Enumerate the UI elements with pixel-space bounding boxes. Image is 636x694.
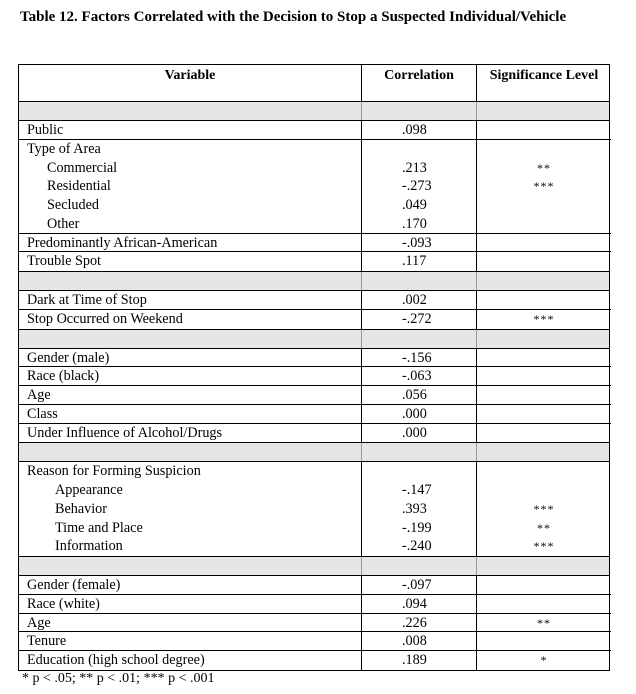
table-row: [19, 519, 609, 538]
table-section: [18, 272, 610, 330]
correlation-cell: -.272: [361, 310, 476, 329]
table-section: [18, 557, 610, 671]
significance-cell: [476, 121, 611, 140]
table-row: [19, 177, 609, 196]
correlation-cell: .098: [361, 121, 476, 140]
significance-cell: [476, 291, 611, 310]
table-row: [19, 310, 609, 330]
variable-cell: Class: [19, 405, 361, 424]
variable-cell: Other: [19, 215, 361, 234]
variable-cell: Gender (female): [19, 576, 361, 595]
table-row: [19, 481, 609, 500]
significance-cell: **: [476, 519, 611, 538]
table-row: [19, 196, 609, 215]
variable-cell: Dark at Time of Stop: [19, 291, 361, 310]
table-section: [18, 443, 610, 557]
significance-cell: [476, 215, 611, 234]
variable-cell: Commercial: [47, 159, 118, 176]
significance-cell: *: [476, 651, 611, 670]
variable-cell: Secluded: [47, 197, 100, 213]
correlation-cell: -.273: [361, 177, 476, 196]
table-row: [19, 234, 609, 253]
variable-cell: Time and Place: [55, 519, 143, 536]
section-separator: [18, 557, 610, 576]
correlation-cell: -.199: [361, 519, 476, 538]
section-separator: [18, 102, 610, 121]
section-separator: [18, 330, 610, 349]
correlation-cell: -.097: [361, 576, 476, 595]
variable-cell: Residential: [47, 178, 111, 195]
correlation-cell: .002: [361, 291, 476, 310]
table-row: [19, 291, 609, 310]
table-section: [18, 330, 610, 444]
header-variable: Variable: [164, 68, 216, 83]
significance-cell: [476, 349, 611, 368]
variable-cell: Public: [19, 121, 361, 140]
correlation-cell: -.063: [361, 367, 476, 386]
significance-cell: [476, 481, 611, 500]
correlation-cell: -.240: [361, 537, 476, 556]
table-row: [19, 367, 609, 386]
variable-cell: Stop Occurred on Weekend: [27, 310, 183, 327]
variable-cell: Tenure: [19, 632, 361, 651]
correlation-cell: .189: [361, 651, 476, 670]
table-row: [19, 349, 609, 368]
correlation-cell: .056: [361, 386, 476, 405]
correlation-cell: .213: [361, 159, 476, 178]
table-body: [18, 102, 610, 671]
variable-cell: Under Influence of Alcohol/Drugs: [27, 424, 223, 441]
significance-cell: [476, 234, 611, 253]
correlation-cell: .049: [361, 196, 476, 215]
significance-cell: [476, 462, 611, 481]
variable-cell: Information: [55, 538, 123, 555]
variable-cell: Appearance: [55, 482, 123, 498]
significance-cell: ***: [476, 500, 611, 519]
table-row: [19, 215, 609, 234]
significance-cell: [476, 252, 611, 271]
table-row: [19, 159, 609, 178]
correlation-cell: .226: [361, 614, 476, 633]
table-row: [19, 576, 609, 595]
significance-cell: [476, 196, 611, 215]
significance-cell: [476, 367, 611, 386]
table-row: [19, 405, 609, 424]
correlation-cell: -.093: [361, 234, 476, 253]
section-separator: [18, 272, 610, 291]
correlation-cell: [361, 462, 476, 481]
significance-cell: ***: [476, 537, 611, 556]
table-row: [19, 121, 609, 140]
correlation-table: [18, 64, 610, 671]
table-row: [19, 424, 609, 444]
header-correlation: Correlation: [361, 65, 476, 101]
significance-cell: [476, 386, 611, 405]
correlation-cell: .000: [361, 424, 476, 443]
significance-cell: ***: [476, 310, 611, 329]
table-row: [19, 386, 609, 405]
significance-cell: **: [476, 614, 611, 633]
correlation-cell: .008: [361, 632, 476, 651]
table-row: [19, 595, 609, 614]
table-section: [18, 102, 610, 272]
variable-cell: Predominantly African-American: [19, 234, 361, 253]
significance-cell: [476, 576, 611, 595]
variable-cell: Age: [19, 386, 361, 405]
variable-cell: Race (white): [19, 595, 361, 614]
variable-cell: Behavior: [55, 500, 108, 517]
variable-cell: Reason for Forming Suspicion: [27, 463, 201, 480]
table-row: [19, 537, 609, 557]
correlation-cell: .094: [361, 595, 476, 614]
correlation-cell: .170: [361, 215, 476, 234]
table-row: [19, 462, 609, 481]
correlation-cell: .117: [361, 252, 476, 271]
table-row: [19, 500, 609, 519]
table-caption: Table 12. Factors Correlated with the Decision to Stop a Suspected Individual/Vehicle: [20, 9, 567, 25]
variable-cell: Race (black): [19, 367, 361, 386]
significance-cell: ***: [476, 177, 611, 196]
table-header: [18, 64, 610, 102]
table-row: [19, 651, 609, 671]
significance-cell: [476, 632, 611, 651]
section-separator: [18, 443, 610, 462]
variable-cell: Gender (male): [19, 349, 361, 368]
significance-cell: [476, 424, 611, 443]
significance-cell: [476, 595, 611, 614]
correlation-cell: .000: [361, 405, 476, 424]
variable-cell: Age: [19, 614, 361, 633]
significance-footnote: * p < .05; ** p < .01; *** p < .001: [22, 671, 215, 686]
significance-cell: [476, 405, 611, 424]
variable-cell: Type of Area: [27, 140, 101, 157]
correlation-cell: [361, 140, 476, 159]
table-row: [19, 140, 609, 159]
significance-cell: **: [476, 159, 611, 178]
table-row: [19, 252, 609, 272]
correlation-cell: -.156: [361, 349, 476, 368]
correlation-cell: -.147: [361, 481, 476, 500]
variable-cell: Trouble Spot: [27, 253, 101, 270]
header-significance: Significance Level: [476, 65, 611, 101]
correlation-cell: .393: [361, 500, 476, 519]
table-row: [19, 614, 609, 633]
variable-cell: Education (high school degree): [27, 652, 205, 668]
significance-cell: [476, 140, 611, 159]
table-row: [19, 632, 609, 651]
